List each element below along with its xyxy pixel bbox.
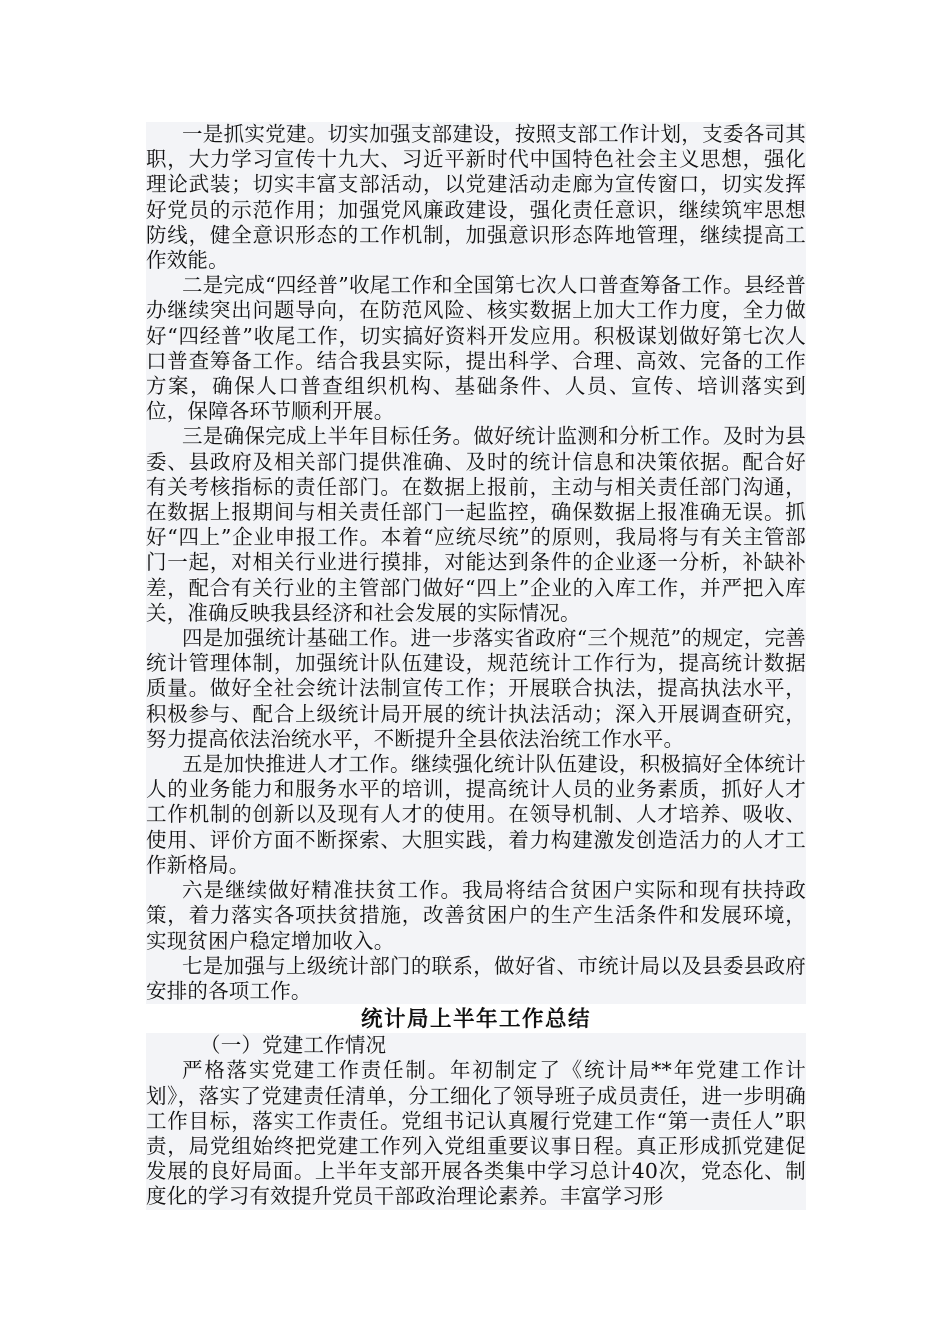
plan-paragraph-6: 六是继续做好精准扶贫工作。我局将结合贫困户实际和现有扶持政策，着力落实各项扶贫措施，改善贫困户的生产生活条件和发展环境，实现贫困户稳定增加收入。	[146, 878, 806, 953]
summary-paragraph: 严格落实党建工作责任制。年初制定了《统计局**年党建工作计划》，落实了党建责任清单，分工细化了领导班子成员责任，进一步明确工作目标，落实工作责任。党组书记认真履行党建工作“第一责任人”职责，局党组始终把党建工作列入党组重要议事日程。真正形成抓党建促发展的良好局面。上半年支部开展各类集中学习总计40次，党态化、制度化的学习有效提升党员干部政治理论素养。丰富学习形	[146, 1058, 806, 1209]
document-body	[146, 122, 806, 1210]
plan-paragraph-7: 七是加强与上级统计部门的联系，做好省、市统计局以及县委县政府安排的各项工作。	[146, 953, 806, 1003]
plan-paragraph-3: 三是确保完成上半年目标任务。做好统计监测和分析工作。及时为县委、县政府及相关部门提供准确、及时的统计信息和决策依据。配合好有关考核指标的责任部门。在数据上报前，主动与相关责任部门沟通，在数据上报期间与相关责任部门一起监控，确保数据上报准确无误。抓好“四上”企业申报工作。本着“应统尽统”的原则，我局将与有关主管部门一起，对相关行业进行摸排，对能达到条件的企业逐一分析，补缺补差，配合有关行业的主管部门做好“四上”企业的入库工作，并严把入库关，准确反映我县经济和社会发展的实际情况。	[146, 424, 806, 625]
plan-paragraph-1: 一是抓实党建。切实加强支部建设，按照支部工作计划，支委各司其职，大力学习宣传十九大、习近平新时代中国特色社会主义思想，强化理论武装；切实丰富支部活动，以党建活动走廊为宣传窗口，切实发挥好党员的示范作用；加强党风廉政建设，强化责任意识，继续筑牢思想防线，健全意识形态的工作机制，加强意识形态阵地管理，继续提高工作效能。	[146, 122, 806, 273]
plan-paragraph-2: 二是完成“四经普”收尾工作和全国第七次人口普查筹备工作。县经普办继续突出问题导向，在防范风险、核实数据上加大工作力度，全力做好“四经普”收尾工作，切实搞好资料开发应用。积极谋划做好第七次人口普查筹备工作。结合我县实际，提出科学、合理、高效、完备的工作方案，确保人口普查组织机构、基础条件、人员、宣传、培训落实到位，保障各环节顺利开展。	[146, 273, 806, 424]
plan-paragraph-4: 四是加强统计基础工作。进一步落实省政府“三个规范”的规定，完善统计管理体制，加强统计队伍建设，规范统计工作行为，提高统计数据质量。做好全社会统计法制宣传工作；开展联合执法，提高执法水平，积极参与、配合上级统计局开展的统计执法活动；深入开展调查研究，努力提高依法治统水平，不断提升全县依法治统工作水平。	[146, 626, 806, 751]
plan-paragraph-5: 五是加快推进人才工作。继续强化统计队伍建设，积极搞好全体统计人的业务能力和服务水平的培训，提高统计人员的业务素质，抓好人才工作机制的创新以及现有人才的使用。在领导机制、人才培养、吸收、使用、评价方面不断探索、大胆实践，着力构建激发创造活力的人才工作新格局。	[146, 752, 806, 877]
sub-heading: （一）党建工作情况	[146, 1033, 806, 1058]
section-title: 统计局上半年工作总结	[360, 1007, 591, 1033]
